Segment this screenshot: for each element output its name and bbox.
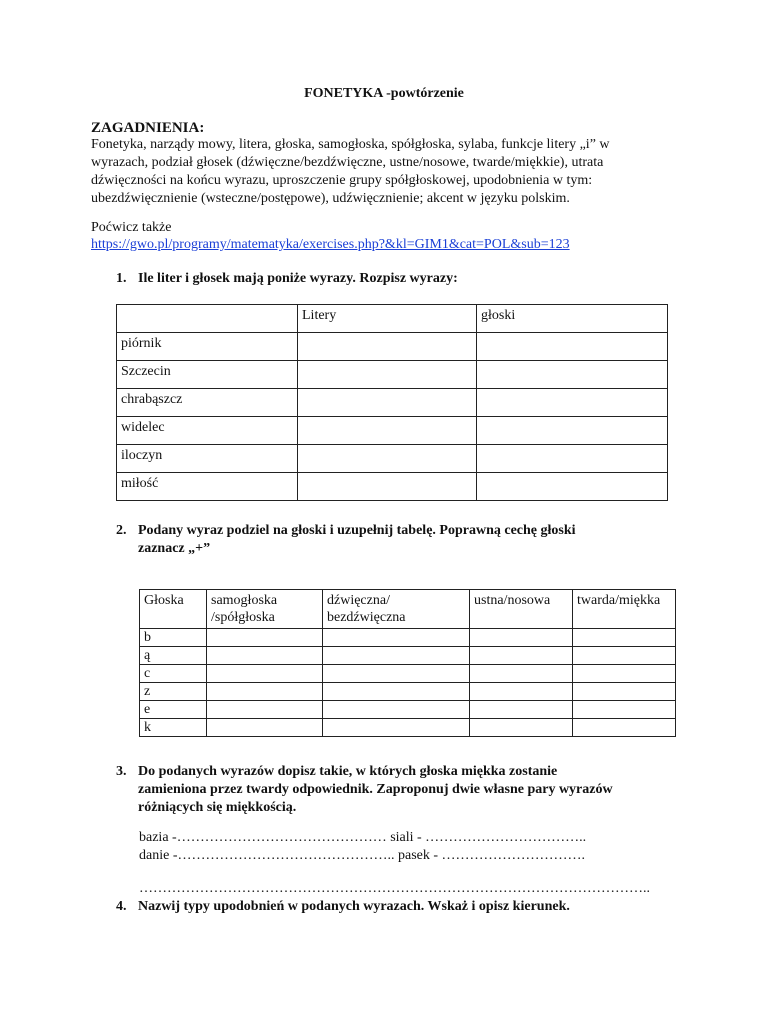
answer-cell[interactable]	[573, 683, 676, 701]
header-cell: samogłoska /spółgłoska	[207, 590, 323, 629]
question-number: 2.	[116, 523, 127, 538]
question-text-line: Do podanych wyrazów dopisz takie, w których głoska miękka zostanie	[138, 764, 558, 779]
question-3	[116, 763, 676, 817]
exercise-link[interactable]: https://gwo.pl/programy/matematyka/exercises.php?&kl=GIM1&cat=POL&sub=123	[91, 237, 570, 252]
answer-cell[interactable]	[573, 719, 676, 737]
question-text-line: zamieniona przez twardy odpowiednik. Zaproponuj dwie własne pary wyrazów	[138, 782, 613, 797]
fill-line-2[interactable]: danie -……………………………………….. pasek - ………………………….	[139, 848, 586, 863]
header-cell: twarda/miękka	[573, 590, 676, 629]
answer-cell[interactable]	[298, 445, 477, 473]
table-header-row	[117, 305, 668, 333]
header-cell: dźwięczna/ bezdźwięczna	[323, 590, 470, 629]
question-text: Nazwij typy upodobnień w podanych wyrazach. Wskaż i opisz kierunek.	[138, 899, 570, 914]
sound-cell: c	[140, 665, 207, 683]
question-text: Ile liter i głosek mają poniże wyrazy. Rozpisz wyrazy:	[138, 271, 458, 286]
page-title: FONETYKA -powtórzenie	[304, 86, 464, 101]
answer-cell[interactable]	[470, 647, 573, 665]
answer-cell[interactable]	[470, 629, 573, 647]
question-number: 3.	[116, 764, 127, 779]
phonetics-table	[139, 589, 676, 737]
answer-cell[interactable]	[207, 683, 323, 701]
table-row	[140, 683, 676, 701]
answer-cell[interactable]	[470, 701, 573, 719]
table-row	[117, 445, 668, 473]
question-2	[116, 522, 676, 558]
sound-cell: ą	[140, 647, 207, 665]
answer-cell[interactable]	[477, 417, 668, 445]
answer-cell[interactable]	[298, 361, 477, 389]
sound-cell: z	[140, 683, 207, 701]
fill-line-1[interactable]: bazia -……………………………………… siali - ……………………………..	[139, 830, 587, 845]
answer-cell[interactable]	[573, 629, 676, 647]
header-cell: głoski	[477, 305, 668, 333]
answer-cell[interactable]	[298, 389, 477, 417]
answer-cell[interactable]	[207, 719, 323, 737]
answer-cell[interactable]	[298, 417, 477, 445]
answer-cell[interactable]	[470, 683, 573, 701]
answer-cell[interactable]	[323, 629, 470, 647]
word-cell: piórnik	[117, 333, 298, 361]
table-row	[140, 665, 676, 683]
answer-cell[interactable]	[323, 647, 470, 665]
word-cell: Szczecin	[117, 361, 298, 389]
answer-cell[interactable]	[573, 665, 676, 683]
answer-cell[interactable]	[323, 719, 470, 737]
question-text	[138, 763, 668, 817]
answer-cell[interactable]	[477, 473, 668, 501]
letters-sounds-table	[116, 304, 668, 501]
question-text	[138, 522, 648, 558]
question-text-line: różniących się miękkością.	[138, 800, 297, 815]
question-number: 1.	[116, 271, 127, 286]
answer-cell[interactable]	[207, 701, 323, 719]
answer-cell[interactable]	[477, 445, 668, 473]
answer-cell[interactable]	[477, 389, 668, 417]
table-row	[140, 719, 676, 737]
question-text-line: Podany wyraz podziel na głoski i uzupełnij tabelę. Poprawną cechę głoski	[138, 523, 576, 538]
table-row	[117, 417, 668, 445]
answer-cell[interactable]	[470, 665, 573, 683]
word-cell: iloczyn	[117, 445, 298, 473]
answer-cell[interactable]	[323, 701, 470, 719]
answer-cell[interactable]	[207, 665, 323, 683]
sound-cell: b	[140, 629, 207, 647]
answer-cell[interactable]	[298, 473, 477, 501]
answer-cell[interactable]	[573, 647, 676, 665]
header-cell: Głoska	[140, 590, 207, 629]
question-number: 4.	[116, 899, 127, 914]
sound-cell: k	[140, 719, 207, 737]
table-row	[140, 629, 676, 647]
answer-cell[interactable]	[298, 333, 477, 361]
answer-cell[interactable]	[323, 683, 470, 701]
answer-cell[interactable]	[477, 333, 668, 361]
word-cell: chrabąszcz	[117, 389, 298, 417]
table-header-row	[140, 590, 676, 629]
fill-line-3[interactable]: ………………………………………………………………………………………………..	[139, 881, 650, 896]
table-row	[140, 647, 676, 665]
topics-line: ubezdźwięcznienie (wsteczne/postępowe), udźwięcznienie; akcent w języku polskim.	[91, 191, 570, 206]
table-row	[117, 389, 668, 417]
header-cell	[117, 305, 298, 333]
section-heading: ZAGADNIENIA:	[91, 120, 205, 136]
topics-line: Fonetyka, narządy mowy, litera, głoska, samogłoska, spółgłoska, sylaba, funkcje litery „i” w	[91, 137, 610, 152]
table-row	[140, 701, 676, 719]
answer-cell[interactable]	[207, 647, 323, 665]
topics-paragraph	[91, 136, 671, 208]
answer-cell[interactable]	[573, 701, 676, 719]
answer-cell[interactable]	[470, 719, 573, 737]
sound-cell: e	[140, 701, 207, 719]
topics-line: wyrazach, podział głosek (dźwięczne/bezdźwięczne, ustne/nosowe, twarde/miękkie), utrata	[91, 155, 604, 170]
answer-cell[interactable]	[323, 665, 470, 683]
header-cell: Litery	[298, 305, 477, 333]
answer-cell[interactable]	[207, 629, 323, 647]
answer-cell[interactable]	[477, 361, 668, 389]
table-row	[117, 473, 668, 501]
header-cell: ustna/nosowa	[470, 590, 573, 629]
question-text-line: zaznacz „+”	[138, 541, 211, 556]
table-row	[117, 361, 668, 389]
word-cell: miłość	[117, 473, 298, 501]
practice-label: Poćwicz także	[91, 220, 172, 235]
topics-line: dźwięczności na końcu wyrazu, uproszczenie grupy spółgłoskowej, upodobnienia w tym:	[91, 173, 593, 188]
table-row	[117, 333, 668, 361]
word-cell: widelec	[117, 417, 298, 445]
